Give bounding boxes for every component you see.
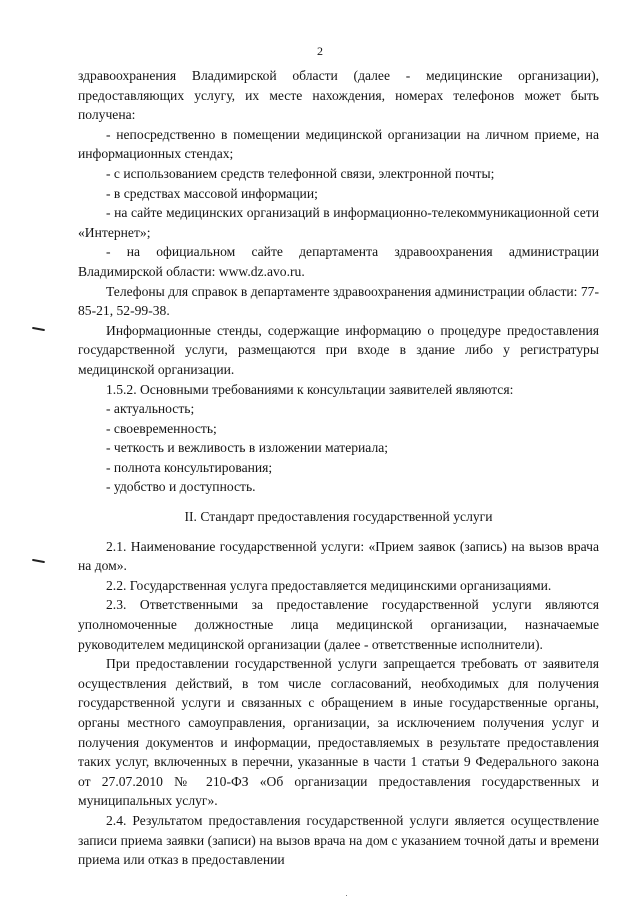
margin-mark xyxy=(32,559,45,563)
list-item: - на сайте медицинских организаций в информационно-телекоммуникационной сети «Интернет»; xyxy=(78,205,599,240)
scan-speck xyxy=(346,895,347,896)
paragraph: Информационные стенды, содержащие информацию о процедуре предоставления государственной услуги, размещаются при входе в здание либо у регистратуры медицинской организации. xyxy=(78,322,599,377)
list-item: - на официальном сайте департамента здравоохранения администрации Владимирской области: www.dz.avo.ru. xyxy=(78,244,599,279)
paragraph: 2.3. Ответственными за предоставление государственной услуги являются уполномоченные должностные лица медицинской организации, назначаемые руководителем медицинской организации (далее - ответственные исполнители). xyxy=(78,597,599,652)
paragraph: 1.5.2. Основными требованиями к консультации заявителей являются: xyxy=(106,381,514,397)
paragraph: При предоставлении государственной услуги запрещается требовать от заявителя осуществления действий, в том числе согласований, необходимых для получения государственной услуги и связанных с обращением в иные государственные органы, органы местного самоуправления, организации, за исключением получения услуг и получения документов и информации, предоставляемых в результате предоставления таких услуг, включенных в перечни, указанные в части 1 статьи 9 Федерального закона от 27.07.2010 № 210-ФЗ «Об организации предоставления государственных и муниципальных услуг». xyxy=(78,656,599,809)
section-heading: II. Стандарт предоставления государственной услуги xyxy=(184,509,493,525)
margin-mark xyxy=(32,327,45,331)
list-item: - четкость и вежливость в изложении материала; xyxy=(106,440,389,456)
list-item: - полнота консультирования; xyxy=(106,459,273,475)
list-item: - в средствах массовой информации; xyxy=(106,185,318,201)
paragraph: 2.4. Результатом предоставления государственной услуги является осуществление записи приема заявки (записи) на вызов врача на дом с указанием точной даты и времени приема или отказ в предоставлении xyxy=(78,812,599,868)
document-body xyxy=(78,66,599,870)
paragraph: Телефоны для справок в департаменте здравоохранения администрации области: 77-85-21, 52-99-38. xyxy=(78,283,599,319)
paragraph: 2.2. Государственная услуга предоставляется медицинскими организациями. xyxy=(106,577,552,593)
paragraph: здравоохранения Владимирской области (далее - медицинские организации), предоставляющих услугу, их месте нахождения, номерах телефонов может быть получена: xyxy=(78,68,599,123)
page-number: 2 xyxy=(317,44,323,58)
list-item: - непосредственно в помещении медицинской организации на личном приеме, на информационных стендах; xyxy=(78,126,599,162)
list-item: - актуальность; xyxy=(106,401,195,417)
list-item: - с использованием средств телефонной связи, электронной почты; xyxy=(106,165,495,181)
paragraph: 2.1. Наименование государственной услуги: «Прием заявок (запись) на вызов врача на дом». xyxy=(78,538,599,574)
list-item: - своевременность; xyxy=(106,420,217,436)
list-item: - удобство и доступность. xyxy=(106,479,256,495)
